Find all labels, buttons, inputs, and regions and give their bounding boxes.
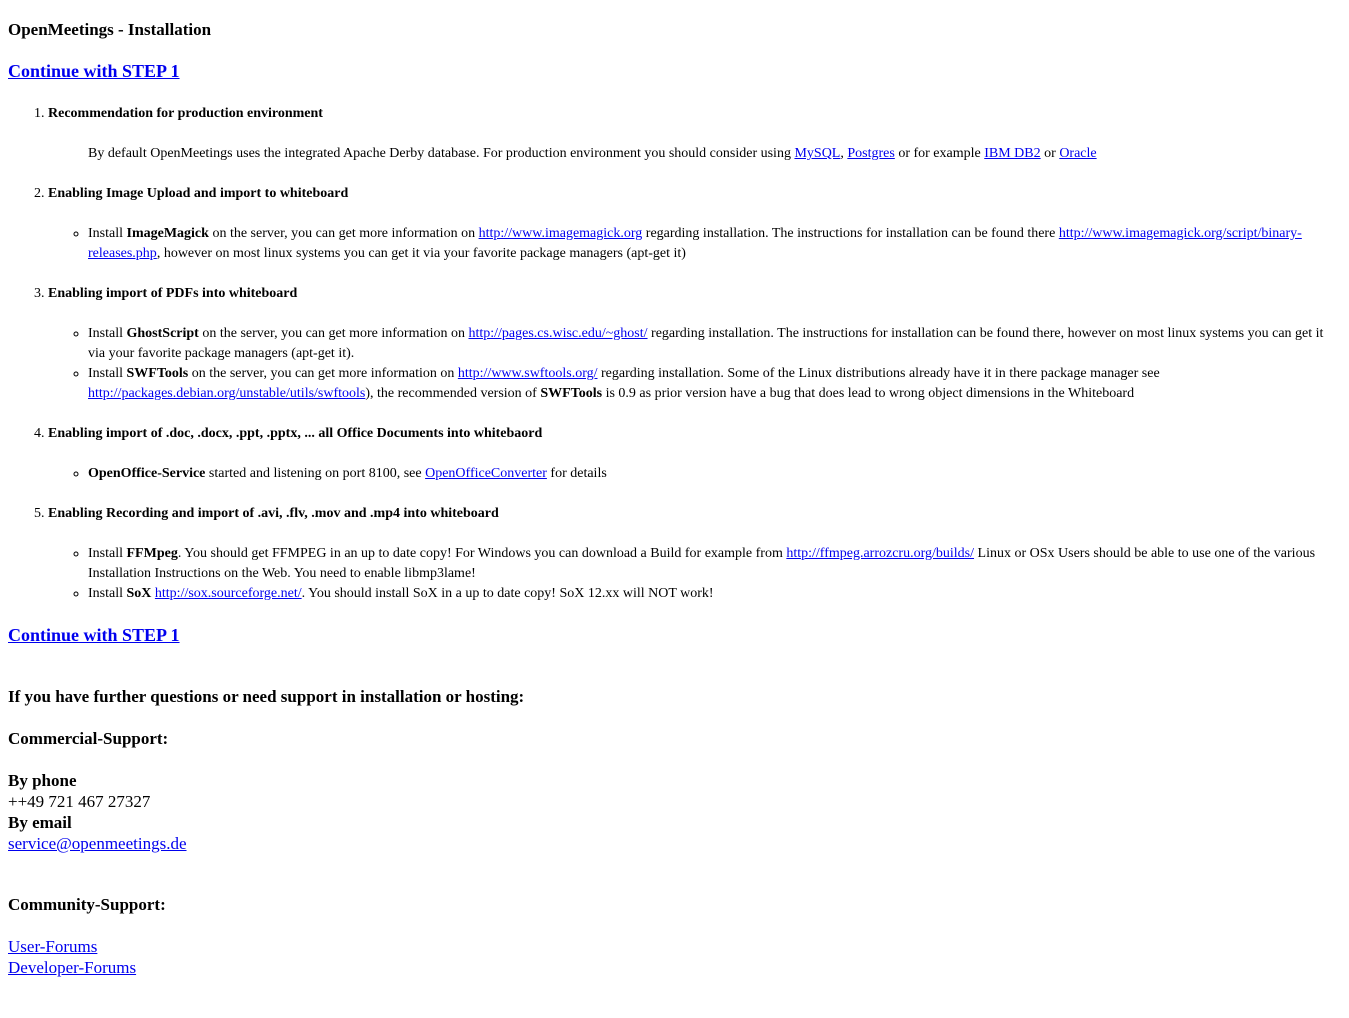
support-section	[8, 686, 1341, 978]
debian-swftools-link[interactable]: http://packages.debian.org/unstable/utils/swftools	[88, 386, 366, 401]
community-support-heading: Community-Support:	[8, 895, 166, 914]
openoffice-converter-link[interactable]: OpenOfficeConverter	[425, 466, 547, 481]
swftools-name: SWFTools	[126, 366, 189, 381]
ibm-db2-link[interactable]: IBM DB2	[984, 146, 1041, 161]
text: regarding installation. The instructions for installation can be found there, however on most linux systems you can get it via your favorite package managers (apt-get it).	[88, 326, 1324, 361]
support-email-link[interactable]: service@openmeetings.de	[8, 834, 187, 853]
text: regarding installation. Some of the Linux distributions already have it in there package manager see	[597, 366, 1160, 381]
support-question-heading: If you have further questions or need support in installation or hosting:	[8, 687, 525, 706]
list-item-imagemagick	[88, 224, 1341, 264]
sox-name: SoX	[126, 586, 152, 601]
recording-import-list	[48, 544, 1341, 604]
imagemagick-binary-link[interactable]: http://www.imagemagick.org/script/binary-releases.php	[88, 226, 1302, 261]
developer-forums-link[interactable]: Developer-Forums	[8, 958, 137, 977]
text: is 0.9 as prior version have a bug that does lead to wrong object dimensions in the Whiteboard	[602, 386, 1135, 401]
continue-step1-link-bottom[interactable]: Continue with STEP 1	[8, 625, 180, 645]
ghostscript-link[interactable]: http://pages.cs.wisc.edu/~ghost/	[468, 326, 648, 341]
section-image-upload	[48, 184, 1341, 264]
text: for details	[546, 466, 607, 481]
section-heading-office-import: 4. Enabling import of .doc, .docx, .ppt, .pptx, ... all Office Documents into whitebaord	[48, 426, 543, 441]
user-forums-link[interactable]: User-Forums	[8, 937, 98, 956]
text: ), the recommended version of	[365, 386, 541, 401]
section-recording-import	[48, 504, 1341, 604]
text: regarding installation. The instructions for installation can be found there	[642, 226, 1059, 241]
text: on the server, you can get more information on	[208, 226, 479, 241]
continue-step1-link-top[interactable]: Continue with STEP 1	[8, 61, 180, 81]
text: . You should install SoX in a up to date copy! SoX 12.xx will NOT work!	[301, 586, 714, 601]
ffmpeg-builds-link[interactable]: http://ffmpeg.arrozcru.org/builds/	[786, 546, 975, 561]
swftools-name: SWFTools	[540, 386, 603, 401]
text: By default OpenMeetings uses the integrated Apache Derby database. For production environment you should consider using	[88, 146, 795, 161]
text: on the server, you can get more information on	[198, 326, 469, 341]
openoffice-service-name: OpenOffice-Service	[88, 466, 206, 481]
swftools-link[interactable]: http://www.swftools.org/	[457, 366, 598, 381]
text: Install	[88, 586, 127, 601]
text: Install	[88, 546, 127, 561]
ghostscript-name: GhostScript	[126, 326, 199, 341]
list-item-ffmpeg	[88, 544, 1341, 584]
page-title: OpenMeetings - Installation	[8, 20, 212, 39]
list-item-sox	[88, 584, 1341, 604]
image-upload-list	[48, 224, 1341, 264]
text: Install	[88, 226, 127, 241]
section-heading-recording-import: 5. Enabling Recording and import of .avi, .flv, .mov and .mp4 into whiteboard	[48, 506, 499, 521]
office-import-list	[48, 464, 1341, 484]
imagemagick-link[interactable]: http://www.imagemagick.org	[478, 226, 643, 241]
section-office-import	[48, 424, 1341, 484]
contact-block	[8, 770, 1341, 854]
list-item-swftools	[88, 364, 1341, 404]
text: started and listening on port 8100, see	[205, 466, 426, 481]
email-label: By email	[8, 813, 72, 832]
text: , however on most linux systems you can get it via your favorite package managers (apt-get it)	[156, 246, 686, 261]
text: . You should get FFMPEG in an up to date copy! For Windows you can download a Build for example from	[177, 546, 787, 561]
section-text-production	[88, 144, 1341, 164]
text: ,	[840, 146, 848, 161]
list-item-openoffice	[88, 464, 1341, 484]
text: Install	[88, 366, 127, 381]
section-heading-pdf-import: 3. Enabling import of PDFs into whiteboard	[48, 286, 298, 301]
list-item-ghostscript	[88, 324, 1341, 364]
installation-sections	[8, 104, 1341, 604]
commercial-support-heading: Commercial-Support:	[8, 729, 169, 748]
ffmpeg-name: FFMpeg	[126, 546, 178, 561]
section-production	[48, 104, 1341, 164]
sox-link[interactable]: http://sox.sourceforge.net/	[154, 586, 302, 601]
text: on the server, you can get more information on	[188, 366, 458, 381]
text: or for example	[894, 146, 985, 161]
section-pdf-import	[48, 284, 1341, 404]
section-heading-image-upload: 2. Enabling Image Upload and import to whiteboard	[48, 186, 349, 201]
postgres-link[interactable]: Postgres	[847, 146, 895, 161]
text: Linux or OSx Users should be able to use one of the various Installation Instructions on the Web. You need to enable libmp3lame!	[88, 546, 1316, 581]
mysql-link[interactable]: MySQL	[794, 146, 841, 161]
phone-label: By phone	[8, 771, 77, 790]
oracle-link[interactable]: Oracle	[1059, 146, 1097, 161]
phone-value: ++49 721 467 27327	[8, 792, 151, 811]
pdf-import-list	[48, 324, 1341, 404]
imagemagick-name: ImageMagick	[126, 226, 209, 241]
text: Install	[88, 326, 127, 341]
section-heading-production: 1. Recommendation for production environment	[48, 106, 323, 121]
forums-links	[8, 936, 1341, 978]
text: or	[1040, 146, 1060, 161]
